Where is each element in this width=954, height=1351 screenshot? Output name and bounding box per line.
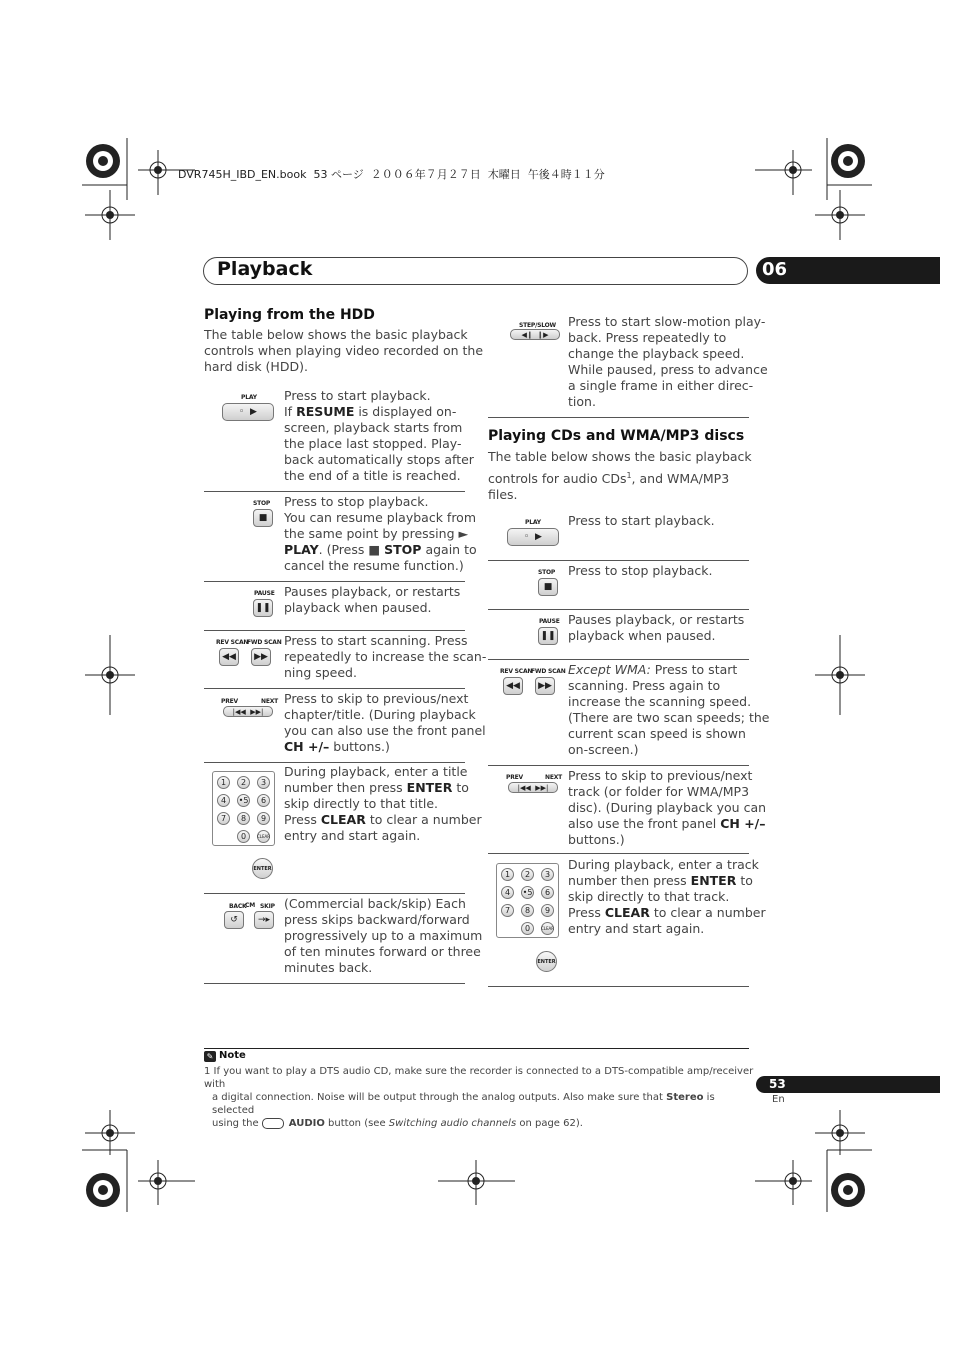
row-divider	[488, 986, 749, 987]
fwd-scan-icon: ▶▶	[535, 677, 555, 695]
play-label: PLAY	[525, 519, 541, 526]
key-5: •5	[522, 888, 533, 897]
enter-button-icon: ENTER	[536, 951, 557, 972]
row-divider	[488, 560, 749, 561]
intro-cd: The table below shows the basic playback controls for audio CDs$^1$, and WMA/MP3 files.	[488, 449, 752, 503]
play-button-icon: ◦ ▶	[222, 403, 274, 421]
stop-button-icon: ■	[253, 509, 273, 527]
note-text: 1 If you want to play a DTS audio CD, make sure the recorder is connected to a DTS-compatible amp/receiver with a digital connection. Noise will be output through the analog outputs. Also make sure that Stereo is selected using the AUDIO button (see Switching audio channels on page 62).	[204, 1066, 754, 1129]
row-divider	[204, 688, 465, 689]
stop-desc: Press to stop playback. You can resume playback from the same point by pressing ► PLAY. (Press ■ STOP again to cancel the resume function.)	[284, 494, 477, 573]
fwd-scan-label: FWD SCAN	[531, 668, 566, 675]
fwd-scan-label: FWD SCAN	[247, 639, 282, 646]
cm-desc: (Commercial back/skip) Each press skips backward/forward progressively up to a maximum of ten minutes forward or three minutes back.	[284, 896, 483, 975]
pause-button-icon: ❚❚	[253, 599, 273, 617]
section-title-cd: Playing CDs and WMA/MP3 discs	[488, 428, 745, 444]
prev-label: PREV	[221, 698, 238, 705]
note-icon: ✎	[204, 1051, 216, 1062]
page-number-tab	[756, 1076, 940, 1093]
key-7: 7	[217, 812, 230, 825]
row-divider	[488, 765, 749, 766]
next-label: NEXT	[545, 774, 563, 781]
pause-label: PAUSE	[539, 618, 560, 625]
intro-hdd: The table below shows the basic playback controls when playing video recorded on the hard disk (HDD).	[204, 327, 484, 374]
row-divider	[204, 491, 465, 492]
key-2: 2	[237, 776, 250, 789]
stop-label: STOP	[253, 500, 271, 507]
play-button-icon: ◦ ▶	[507, 528, 559, 546]
key-4: 4	[501, 886, 514, 899]
play-desc: Press to start playback. If RESUME is displayed on- screen, playback starts from the place last stopped. Play- back automatically stops after the end of a title is reached.	[284, 388, 474, 483]
chapter-number-tab	[756, 257, 940, 284]
rev-scan-label: REV SCAN	[216, 639, 249, 646]
key-1: 1	[501, 868, 514, 881]
keypad-desc: During playback, enter a title number then press ENTER to skip directly to that title. Press CLEAR to clear a number entry and start again.	[284, 764, 482, 843]
cd-stop-desc: Press to stop playback.	[568, 563, 713, 578]
row-divider	[488, 659, 749, 660]
row-divider	[204, 581, 465, 582]
key-4: 4	[217, 794, 230, 807]
pause-desc: Pauses playback, or restarts playback when paused.	[284, 584, 461, 615]
rev-scan-label: REV SCAN	[500, 668, 533, 675]
key-8: 8	[521, 904, 534, 917]
stop-label: STOP	[538, 569, 556, 576]
cd-keypad-desc: During playback, enter a track number then press ENTER to skip directly to that track. Press CLEAR to clear a number entry and start again.	[568, 857, 766, 936]
key-6: 6	[257, 794, 270, 807]
audio-button-icon	[262, 1118, 284, 1129]
chapter-title: Playback	[217, 258, 313, 280]
cm-skip-icon: →▸	[254, 911, 274, 929]
chapter-number: 06	[762, 259, 788, 280]
row-divider	[488, 609, 749, 610]
key-5: •5	[238, 796, 249, 805]
step-slow-icon: ◀❙ ❙▶	[510, 329, 560, 340]
file-info-header: DVR745H_IBD_EN.book 53 ページ ２００６年７月２７日 木曜日 午後４時１１分	[178, 168, 605, 181]
next-label: NEXT	[261, 698, 279, 705]
section-title-hdd: Playing from the HDD	[204, 307, 375, 323]
note-title: Note	[219, 1050, 246, 1061]
step-slow-desc: Press to start slow-motion play- back. Press repeatedly to change the playback speed. While paused, press to advance a single frame in either direc- tion.	[568, 314, 768, 409]
skip-label: SKIP	[260, 903, 275, 910]
step-slow-label: STEP/SLOW	[519, 322, 556, 329]
cm-label: CM	[245, 902, 255, 909]
key-3: 3	[541, 868, 554, 881]
key-0: 0	[237, 830, 250, 843]
enter-button-icon: ENTER	[252, 858, 273, 879]
row-divider	[204, 983, 465, 984]
cd-prev-next-desc: Press to skip to previous/next track (or folder for WMA/MP3 disc). (During playback you can also use the front panel CH +/– buttons.)	[568, 768, 767, 847]
scan-desc: Press to start scanning. Press repeatedly to increase the scan- ning speed.	[284, 633, 487, 680]
pause-button-icon: ❚❚	[538, 627, 558, 645]
clear-key: CLEAR	[541, 922, 554, 935]
key-7: 7	[501, 904, 514, 917]
page-number: 53	[769, 1077, 786, 1091]
cd-scan-desc: Except WMA: Press to start scanning. Press again to increase the scanning speed. (There are two scan speeds; the current scan speed is shown on-screen.)	[568, 662, 770, 757]
rev-scan-icon: ◀◀	[219, 648, 239, 666]
pause-label: PAUSE	[254, 590, 275, 597]
play-label: PLAY	[241, 394, 257, 401]
row-divider	[488, 853, 749, 854]
prev-next-icon: |◀◀ ▶▶|	[508, 782, 558, 793]
prev-label: PREV	[506, 774, 523, 781]
rev-scan-icon: ◀◀	[503, 677, 523, 695]
clear-key: CLEAR	[257, 830, 270, 843]
key-6: 6	[541, 886, 554, 899]
key-9: 9	[257, 812, 270, 825]
cd-pause-desc: Pauses playback, or restarts playback when paused.	[568, 612, 745, 643]
language-label: En	[772, 1094, 785, 1105]
cm-back-icon: ↺	[224, 911, 244, 929]
back-label: BACK	[229, 903, 247, 910]
cd-play-desc: Press to start playback.	[568, 513, 715, 528]
key-9: 9	[541, 904, 554, 917]
prev-next-icon: |◀◀ ▶▶|	[223, 706, 273, 717]
fwd-scan-icon: ▶▶	[251, 648, 271, 666]
row-divider	[204, 893, 465, 894]
stop-button-icon: ■	[538, 578, 558, 596]
prev-next-desc: Press to skip to previous/next chapter/title. (During playback you can also use the front panel CH +/– buttons.)	[284, 691, 486, 754]
key-8: 8	[237, 812, 250, 825]
row-divider	[488, 417, 749, 418]
note-divider	[204, 1048, 749, 1049]
key-2: 2	[521, 868, 534, 881]
key-3: 3	[257, 776, 270, 789]
row-divider	[204, 630, 465, 631]
key-0: 0	[521, 922, 534, 935]
key-1: 1	[217, 776, 230, 789]
row-divider	[204, 762, 465, 763]
